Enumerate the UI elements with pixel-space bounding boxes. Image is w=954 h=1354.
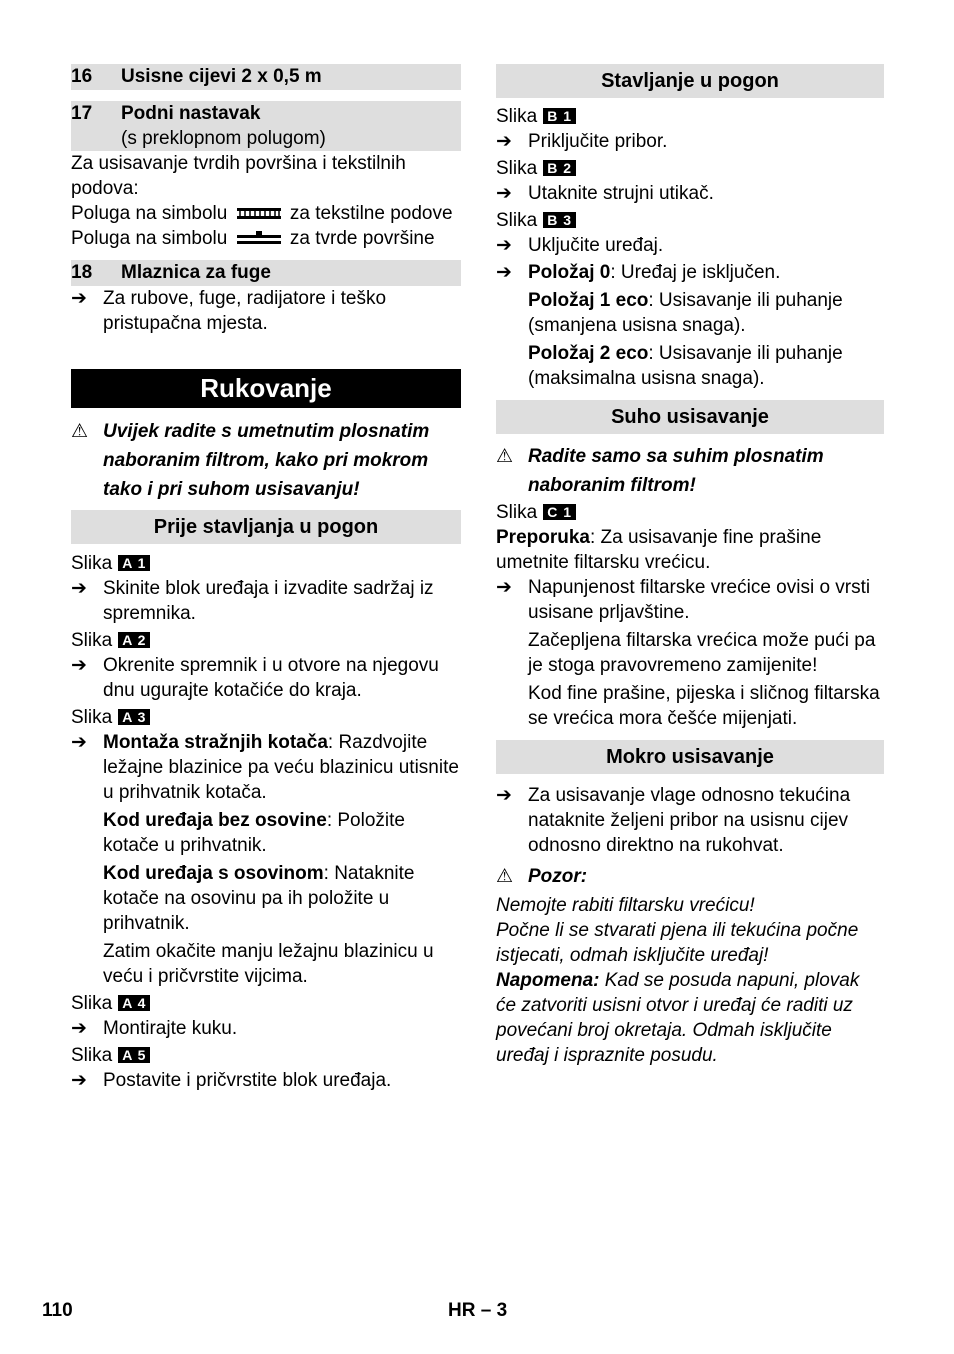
arrow-right-icon: ➔	[71, 732, 87, 753]
hard-floor-symbol-icon	[237, 227, 281, 241]
arrow-right-icon: ➔	[496, 785, 512, 806]
item-title: Podni nastavak	[121, 103, 261, 124]
arrow-right-icon: ➔	[71, 288, 87, 309]
left-column	[71, 64, 461, 1093]
list-item: ➔ Napunjenost filtarske vrećice ovisi o vrsti usisane prljavštine.	[496, 577, 871, 623]
right-column	[496, 64, 884, 1068]
figure-badge: B 2	[543, 160, 576, 176]
figure-badge: C 1	[543, 504, 576, 520]
arrow-right-icon: ➔	[496, 183, 512, 204]
list-item: ➔ Postavite i pričvrstite blok uređaja.	[71, 1070, 392, 1091]
figure-ref: Slika C 1	[496, 500, 884, 525]
warning-note: ⚠ Radite samo sa suhim plosnatim naboranim filtrom!	[496, 442, 884, 500]
figure-ref: Slika A 4	[71, 991, 461, 1016]
paragraph: Položaj 1 eco: Usisavanje ili puhanje (smanjena usisna snaga).	[528, 290, 843, 336]
paragraph: Položaj 2 eco: Usisavanje ili puhanje (maksimalna usisna snaga).	[528, 343, 843, 389]
paragraph: Preporuka: Za usisavanje fine prašine umetnite filtarsku vrećicu.	[496, 527, 822, 573]
arrow-right-icon: ➔	[496, 262, 512, 283]
paragraph: Kod uređaja s osovinom: Nataknite kotače na osovinu pa ih položite u prihvatnik.	[103, 863, 415, 934]
paragraph: Nemojte rabiti filtarsku vrećicu!	[496, 895, 755, 916]
figure-badge: B 1	[543, 108, 576, 124]
arrow-right-icon: ➔	[71, 1070, 87, 1091]
item-16-header	[71, 64, 461, 90]
figure-ref: Slika B 3	[496, 208, 884, 233]
figure-ref: Slika A 1	[71, 551, 461, 576]
paragraph: Zatim okačite manju ležajnu blazinicu u veću i pričvrstite vijcima.	[103, 941, 434, 987]
list-item: ➔ Montirajte kuku.	[71, 1018, 238, 1039]
item-number: 17	[71, 103, 93, 124]
lever-line-textile: Poluga na simbolu za tekstilne podove	[71, 203, 453, 224]
page-footer-label: HR – 3	[448, 1300, 508, 1321]
warning-note: ⚠ Uvijek radite s umetnutim plosnatim naboranim filtrom, kako pri mokrom tako i pri suhom usisavanju!	[71, 417, 461, 504]
arrow-right-icon: ➔	[496, 577, 512, 598]
lever-line-hard: Poluga na simbolu za tvrde površine	[71, 228, 435, 249]
figure-ref: Slika B 1	[496, 104, 884, 129]
section-title: Rukovanje	[71, 369, 461, 408]
paragraph: Kod fine prašine, pijeska i sličnog filtarska se vrećica mora češće mijenjati.	[528, 683, 880, 729]
arrow-right-icon: ➔	[71, 578, 87, 599]
figure-badge: A 3	[118, 709, 150, 725]
paragraph: Počne li se stvarati pjena ili tekućina počne istjecati, odmah isključite uređaj!	[496, 920, 859, 966]
item-title: Mlaznica za fuge	[121, 262, 271, 283]
list-item: ➔ Skinite blok uređaja i izvadite sadržaj iz spremnika.	[71, 578, 434, 624]
paragraph: Kod uređaja bez osovine: Položite kotače u prihvatnik.	[103, 810, 405, 856]
item-number: 16	[71, 66, 93, 87]
figure-ref: Slika A 5	[71, 1043, 461, 1068]
figure-badge: A 1	[118, 555, 150, 571]
figure-ref: Slika A 3	[71, 705, 461, 730]
figure-badge: A 4	[118, 995, 150, 1011]
arrow-right-icon: ➔	[71, 655, 87, 676]
list-item: ➔ Okrenite spremnik i u otvore na njegovu dnu ugurajte kotačiće do kraja.	[71, 655, 439, 701]
list-item: ➔ Uključite uređaj.	[496, 235, 664, 256]
figure-badge: B 3	[543, 212, 576, 228]
item-subtitle: (s preklopnom polugom)	[121, 128, 326, 149]
figure-ref: Slika A 2	[71, 628, 461, 653]
caution-note: ⚠ Pozor:	[496, 866, 588, 887]
item-title: Usisne cijevi 2 x 0,5 m	[121, 66, 322, 87]
subsection-title: Mokro usisavanje	[496, 740, 884, 774]
subsection-title: Suho usisavanje	[496, 400, 884, 434]
item-17-header	[71, 101, 461, 151]
warning-triangle-icon: ⚠	[496, 866, 514, 887]
figure-badge: A 5	[118, 1047, 150, 1063]
list-item: ➔ Utaknite strujni utikač.	[496, 183, 714, 204]
figure-ref: Slika B 2	[496, 156, 884, 181]
paragraph: Začepljena filtarska vrećica može pući pa je stoga pravovremeno zamijenite!	[528, 630, 876, 676]
paragraph: Napomena: Kad se posuda napuni, plovak će zatvoriti usisni otvor i uređaj će raditi uz povećani broj okretaja. Odmah isključite uređaj i ispraznite posudu.	[496, 970, 860, 1066]
item-18-header	[71, 260, 461, 286]
page-number: 110	[42, 1300, 73, 1321]
subsection-title: Stavljanje u pogon	[496, 64, 884, 98]
list-item: ➔ Za rubove, fuge, radijatore i teško pristupačna mjesta.	[71, 288, 387, 334]
list-item: ➔ Položaj 0: Uređaj je isključen.	[496, 262, 781, 283]
warning-triangle-icon: ⚠	[496, 446, 514, 467]
figure-badge: A 2	[118, 632, 150, 648]
warning-triangle-icon: ⚠	[71, 421, 89, 442]
subsection-title: Prije stavljanja u pogon	[71, 510, 461, 544]
arrow-right-icon: ➔	[71, 1018, 87, 1039]
arrow-right-icon: ➔	[496, 131, 512, 152]
arrow-right-icon: ➔	[496, 235, 512, 256]
list-item: ➔ Za usisavanje vlage odnosno tekućina nataknite željeni pribor na usisnu cijev odnosno direktno na rukohvat.	[496, 785, 851, 856]
list-item: ➔ Priključite pribor.	[496, 131, 668, 152]
item-number: 18	[71, 262, 93, 283]
list-item: ➔ Montaža stražnjih kotača: Razdvojite ležajne blazinice pa veću blazinicu utisnite u prihvatnik kotača.	[71, 732, 459, 803]
item-17-text: Za usisavanje tvrdih površina i tekstilnih podova:	[71, 153, 406, 199]
textile-floor-symbol-icon	[237, 202, 281, 216]
